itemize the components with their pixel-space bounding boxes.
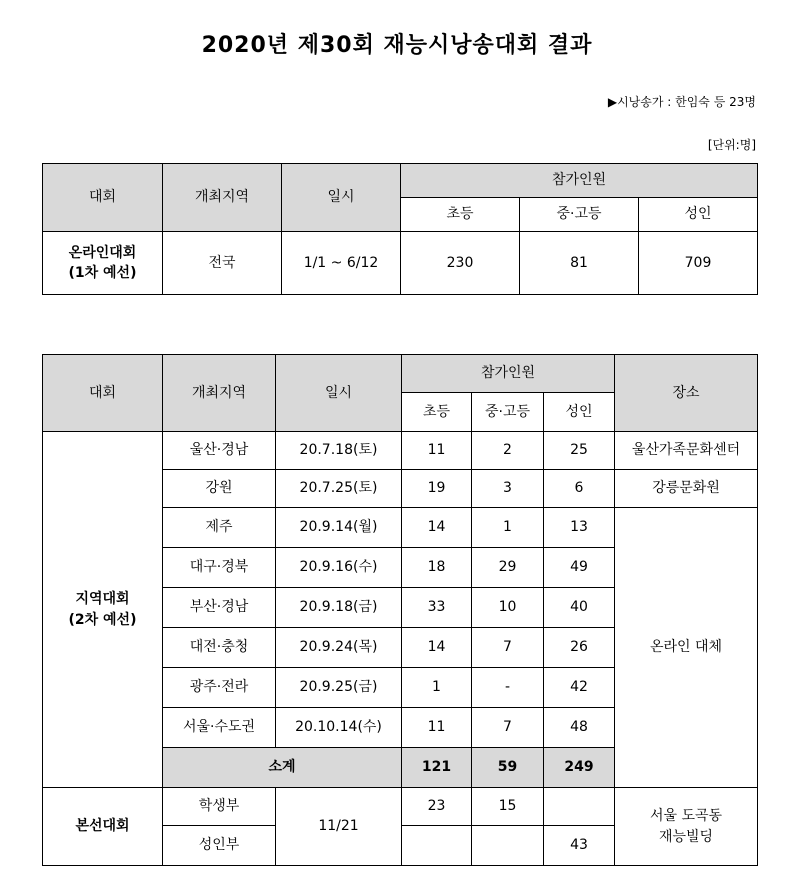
adult-cell: 40 [544, 588, 615, 628]
middle-high-cell [472, 826, 544, 866]
singer-note: ▶시낭송가 : 한임숙 등 23명 [607, 95, 756, 109]
subtotal-adult: 249 [544, 748, 615, 788]
page-title: 2020년 제30회 재능시낭송대회 결과 [201, 33, 593, 58]
final-venue-cell [615, 788, 758, 866]
middle-high-cell: 2 [472, 432, 544, 470]
date-cell: 20.7.18(토) [276, 432, 402, 470]
region-cell: 대전·충청 [163, 628, 276, 668]
elementary-cell: 14 [402, 628, 472, 668]
adult-cell: 43 [544, 826, 615, 866]
elementary-cell: 23 [402, 788, 472, 826]
adult-cell: 49 [544, 548, 615, 588]
adult-cell: 709 [639, 232, 758, 295]
subtotal-middle-high: 59 [472, 748, 544, 788]
middle-high-cell: 3 [472, 470, 544, 508]
date-cell: 20.10.14(수) [276, 708, 402, 748]
region-cell: 제주 [163, 508, 276, 548]
header-elementary: 초등 [402, 393, 472, 432]
final-venue-line1: 서울 도곡동 [649, 808, 723, 825]
middle-high-cell: 7 [472, 628, 544, 668]
regional-contest-line1: 지역대회 [75, 591, 130, 608]
region-cell: 전국 [163, 232, 282, 295]
online-venue-cell: 온라인 대체 [615, 508, 758, 788]
region-cell: 울산·경남 [163, 432, 276, 470]
middle-high-cell: 29 [472, 548, 544, 588]
table-row [43, 788, 758, 826]
unit-note: [단위:명] [707, 138, 756, 152]
adult-cell: 42 [544, 668, 615, 708]
adult-cell [544, 788, 615, 826]
online-contest-table [42, 163, 758, 295]
final-date-cell: 11/21 [276, 788, 402, 866]
contest-name-line2: (1차 예선) [68, 265, 137, 281]
date-cell: 1/1 ~ 6/12 [282, 232, 401, 295]
header-middle-high: 중·고등 [472, 393, 544, 432]
adult-cell: 48 [544, 708, 615, 748]
final-contest-cell: 본선대회 [43, 788, 163, 866]
contest-name-line1: 온라인대회 [68, 244, 137, 261]
header-participants: 참가인원 [401, 164, 758, 198]
elementary-cell [402, 826, 472, 866]
adult-cell: 6 [544, 470, 615, 508]
adult-cell: 26 [544, 628, 615, 668]
date-cell: 20.9.14(월) [276, 508, 402, 548]
venue-cell: 강릉문화원 [615, 470, 758, 508]
date-cell: 20.7.25(토) [276, 470, 402, 508]
contest-name-cell [43, 232, 163, 295]
adult-cell: 13 [544, 508, 615, 548]
elementary-cell: 1 [402, 668, 472, 708]
region-cell: 강원 [163, 470, 276, 508]
header-venue: 장소 [615, 355, 758, 432]
middle-high-cell: 15 [472, 788, 544, 826]
final-venue-line2: 재능빌딩 [658, 828, 714, 845]
middle-high-cell: 10 [472, 588, 544, 628]
middle-high-cell: - [472, 668, 544, 708]
middle-high-cell: 81 [520, 232, 639, 295]
header-adult: 성인 [544, 393, 615, 432]
header-middle-high: 중·고등 [520, 198, 639, 232]
elementary-cell: 19 [402, 470, 472, 508]
middle-high-cell: 7 [472, 708, 544, 748]
header-region: 개최지역 [163, 355, 276, 432]
student-division-cell: 학생부 [163, 788, 276, 826]
region-cell: 광주·전라 [163, 668, 276, 708]
regional-contest-cell [43, 432, 163, 788]
header-date: 일시 [282, 164, 401, 232]
header-participants: 참가인원 [402, 355, 615, 393]
region-cell: 대구·경북 [163, 548, 276, 588]
elementary-cell: 33 [402, 588, 472, 628]
region-cell: 부산·경남 [163, 588, 276, 628]
table-row [43, 432, 758, 470]
table-row [43, 232, 758, 295]
elementary-cell: 230 [401, 232, 520, 295]
date-cell: 20.9.16(수) [276, 548, 402, 588]
subtotal-elementary: 121 [402, 748, 472, 788]
elementary-cell: 11 [402, 432, 472, 470]
header-contest: 대회 [43, 355, 163, 432]
header-region: 개최지역 [163, 164, 282, 232]
header-adult: 성인 [639, 198, 758, 232]
header-contest: 대회 [43, 164, 163, 232]
venue-cell: 울산가족문화센터 [615, 432, 758, 470]
middle-high-cell: 1 [472, 508, 544, 548]
date-cell: 20.9.25(금) [276, 668, 402, 708]
elementary-cell: 18 [402, 548, 472, 588]
regional-contest-line2: (2차 예선) [68, 611, 137, 628]
date-cell: 20.9.18(금) [276, 588, 402, 628]
subtotal-label: 소계 [163, 748, 402, 788]
date-cell: 20.9.24(목) [276, 628, 402, 668]
region-cell: 서울·수도권 [163, 708, 276, 748]
elementary-cell: 14 [402, 508, 472, 548]
regional-final-table [42, 354, 758, 866]
elementary-cell: 11 [402, 708, 472, 748]
header-elementary: 초등 [401, 198, 520, 232]
adult-cell: 25 [544, 432, 615, 470]
adult-division-cell: 성인부 [163, 826, 276, 866]
header-date: 일시 [276, 355, 402, 432]
